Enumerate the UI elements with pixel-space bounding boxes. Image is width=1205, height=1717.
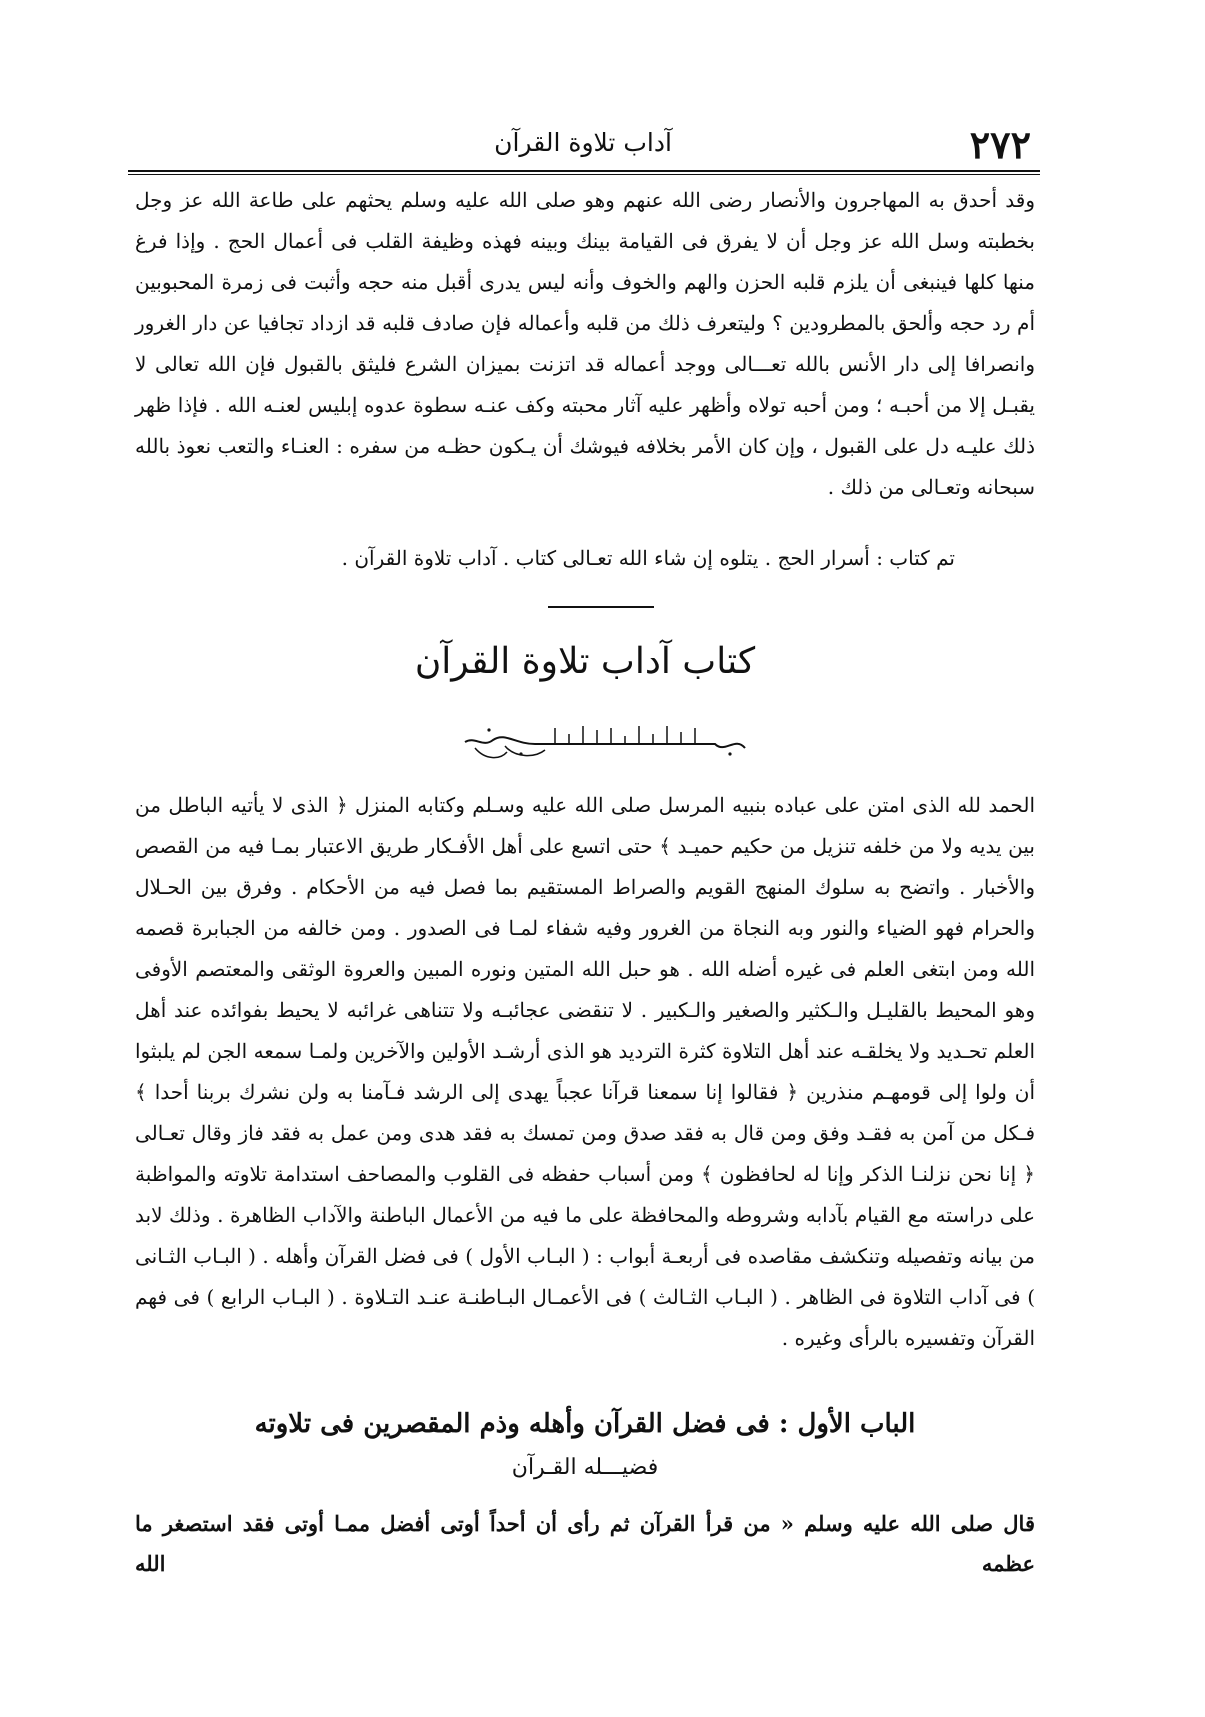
section-subheading: فضيـــله القـرآن <box>511 1455 659 1480</box>
running-title: آداب تلاوة القرآن <box>494 128 672 157</box>
section-divider <box>548 606 654 608</box>
page-header <box>125 118 1041 167</box>
top-paragraph <box>135 180 1035 508</box>
chapter-heading: الباب الأول : فى فضل القرآن وأهله وذم المقصرين فى تلاوته <box>254 1409 916 1439</box>
book-title: كتاب آداب تلاوة القرآن <box>414 641 756 682</box>
top-paragraph-text: وقد أحدق به المهاجرون والأنصار رضى الله عنهم وهو صلى الله عليه وسلم يحثهم على طاعة الله عز وجل بخطبته وسل الله عز وجل أن لا يفرق فى القيامة بينك وبينه فهذه وظيفة القلب فى أعمال الحج . وإذا فرغ منها كلها فينبغى أن يلزم قلبه الحزن والهم والخوف وأنه ليس يدرى أقبل منه حجه وأثبت فى زمرة المحبوبين أم رد حجه وألحق بالمطرودين ؟ وليتعرف ذلك من قلبه وأعماله فإن صادف قلبه قد ازداد تجافيا عن دار الغرور وانصرافا إلى دار الأنس بالله تعـــالى ووجد أعماله قد اتزنت بميزان الشرع فليثق بالقبول فإن الله تعالى لا يقبـل إلا من أحبـه ؛ ومن أحبه تولاه وأظهر عليه آثار محبته وكف عنـه سطوة عدوه إبليس لعنـه الله . فإذا ظهر ذلك عليـه دل على القبول ، وإن كان الأمر بخلافه فيوشك أن يـكون حظـه من سفره : العنـاء والتعب نعوذ بالله سبحانه وتعـالى من ذلك . <box>135 188 1035 499</box>
intro-paragraph <box>135 785 1035 1359</box>
page-number: ٢٧٢ <box>969 122 1031 167</box>
hadith-line: قال صلى الله عليه وسلم « من قرأ القرآن ثم رأى أن أحداً أوتى أفضل ممـا أوتى فقد استصغر ما عظمه الله <box>135 1511 1035 1576</box>
basmala-calligraphy <box>445 718 765 764</box>
intro-paragraph-text: الحمد لله الذى امتن على عباده بنبيه المرسل صلى الله عليه وسـلم وكتابه المنزل ﴿ الذى لا يأتيه الباطل من بين يديه ولا من خلفه تنزيل من حكيم حميـد ﴾ حتى اتسع على أهل الأفـكار طريق الاعتبار بمـا فيه من القصص والأخبار . واتضح به سلوك المنهج القويم والصراط المستقيم بما فصل فيه من الأحكام . وفرق بين الحـلال والحرام فهو الضياء والنور وبه النجاة من الغرور وفيه شفاء لمـا فى الصدور . ومن خالفه من الجبابرة قصمه الله ومن ابتغى العلم فى غيره أضله الله . هو حبل الله المتين ونوره المبين والعروة الوثقى والمعتصم الأوفى وهو المحيط بالقليـل والـكثير والصغير والـكبير . لا تنقضى عجائبـه ولا تتناهى غرائبه لا يحيط بفوائده عند أهل العلم تحـديد ولا يخلقـه عند أهل التلاوة كثرة الترديد هو الذى أرشـد الأولين والآخرين ولمـا سمعه الجن لم يلبثوا أن ولوا إلى قومهـم منذرين ﴿ فقالوا إنا سمعنا قرآنا عجباً يهدى إلى الرشد فـآمنا به ولن نشرك بربنا أحدا ﴾ فـكل من آمن به فقـد وفق ومن قال به فقد صدق ومن تمسك به فقد هدى ومن عمل به فقد فاز وقال تعـالى ﴿ إنا نحن نزلنـا الذكر وإنا له لحافظون ﴾ ومن أسباب حفظه فى القلوب والمصاحف استدامة تلاوته والمواظبة على دراسته مع القيام بآدابه وشروطه والمحافظة على ما فيه من الأعمال الباطنة والآداب الظاهرة . وذلك لابد من بيانه وتفصيله وتنكشف مقاصده فى أربعـة أبواب : ( البـاب الأول ) فى فضل القرآن وأهله . ( البـاب الثـانى ) فى آداب التلاوة فى الظاهر . ( البـاب الثـالث ) فى الأعمـال البـاطنـة عنـد التـلاوة . ( البـاب الرابع ) فى فهم القرآن وتفسيره بالرأى وغيره . <box>135 793 1036 1350</box>
header-rule <box>128 170 1040 175</box>
basmala-calligraphy-icon <box>445 718 765 764</box>
colophon: تم كتاب : أسرار الحج . يتلوه إن شاء الله تعـالى كتاب . آداب تلاوة القرآن . <box>341 546 955 570</box>
